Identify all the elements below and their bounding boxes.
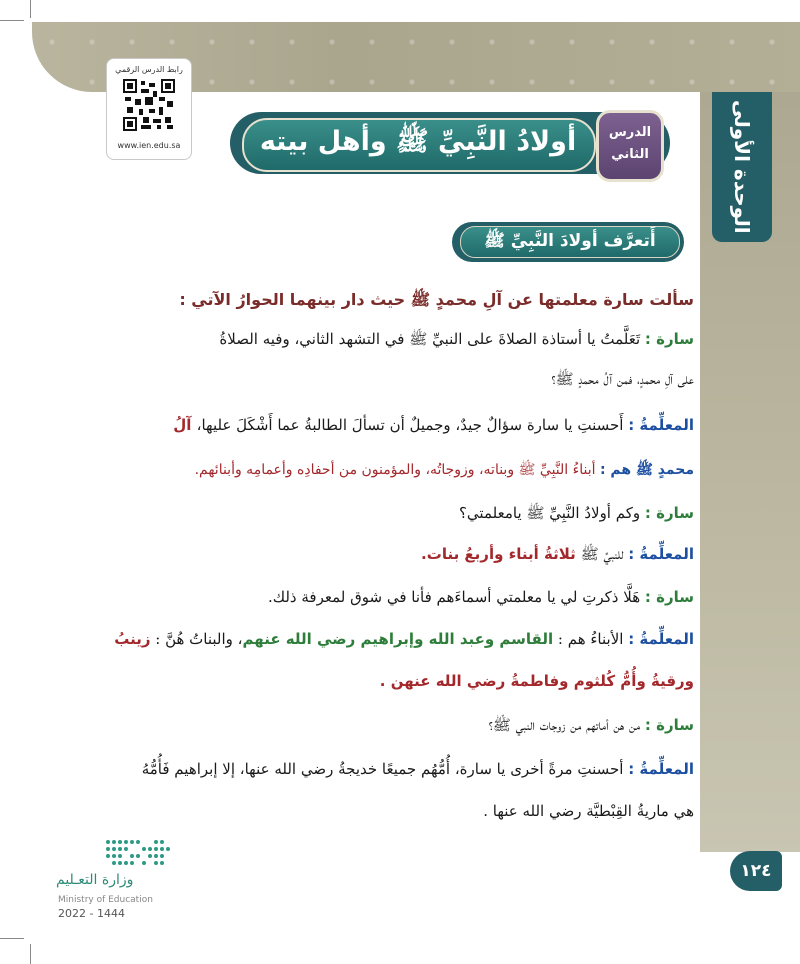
dialogue-line-2 (551, 370, 694, 392)
speaker-sara: سارة : (644, 588, 694, 606)
dialogue-line-8 (114, 630, 694, 648)
unit-tab (712, 92, 772, 242)
qr-url[interactable]: www.ien.edu.sa (117, 141, 181, 150)
dialogue-line-6 (421, 545, 694, 567)
ministry-name-english: Ministry of Education (58, 895, 153, 905)
qr-code-box[interactable] (106, 58, 192, 160)
dialogue-text: أحسنتِ مرةً أخرى يا سارة، أُمُّهُم جميعًا خديجةُ رضي الله عنها، إلا إبراهيم فَأُمُّهُ (141, 760, 629, 778)
dialogue-line-4 (195, 461, 694, 481)
dialogue-line-3 (173, 416, 694, 434)
dialogue-line-1 (219, 330, 694, 352)
dialogue-text: تَعَلَّمتُ يا أستاذة الصلاةَ على النبيِّ ﷺ في التشهد الثاني، وفيه الصلاةُ (219, 330, 645, 348)
crop-mark-top-left-v (30, 0, 31, 18)
dialogue-line-10 (489, 716, 694, 738)
lesson-badge-line1: الدرس (608, 125, 652, 140)
dialogue-line-12 (483, 802, 694, 820)
lesson-badge-line2: الثاني (611, 147, 649, 162)
crop-mark-bottom-left (0, 938, 24, 939)
dialogue-text: وكم أولادُ النَّبِيِّ ﷺ يامعلمتي؟ (458, 504, 645, 522)
ministry-name-arabic: وزارة التعـليم (56, 872, 134, 888)
dialogue-text: للنبيِّ ﷺ (575, 545, 629, 563)
speaker-teacher: المعلِّمةُ : (628, 760, 694, 778)
highlight-text: آلُ (173, 416, 197, 434)
speaker-teacher: المعلِّمةُ : (628, 545, 694, 563)
unit-tab-label: الوحدة الأولى (730, 100, 754, 234)
page-number: ١٢٤ (730, 851, 782, 891)
ministry-logo-icon (56, 836, 176, 872)
speaker-sara: سارة : (644, 716, 694, 734)
dialogue-text: هَلَّا ذكرتِ لي يا معلمتي أسماءَهم فأنا في شوق لمعرفة ذلك. (267, 588, 645, 606)
dialogue-text: على آلِ محمدٍ، فمن آلُ محمدٍ ﷺ؟ (551, 370, 694, 388)
qr-code-icon (123, 79, 175, 131)
lesson-title: أولادُ النَّبِيِّ ﷺ وأهل بيته (259, 126, 577, 157)
highlight-text: أبناءُ النَّبِيِّ ﷺ وبناته، وزوجاتُه، والمؤمنون من أحفادِه وأعمامِه وأبنائهم. (194, 462, 600, 478)
crop-mark-bottom-left-v (30, 944, 31, 964)
dialogue-text: ، والبناتُ هُنَّ : (150, 630, 243, 648)
intro-line: سألت سارة معلمتها عن آلِ محمدٍ ﷺ حيث دار بينهما الحوارُ الآتي : (179, 290, 694, 309)
lesson-badge (596, 110, 664, 182)
dialogue-line-5 (459, 504, 694, 526)
dialogue-text: أَحسنتِ يا سارة سؤالٌ جيدٌ، وجميلٌ أن تسألَ الطالبةُ عما أَشْكَلَ عليها، (196, 416, 629, 434)
highlight-text: زينبُ (114, 630, 151, 648)
dialogue-text: من هن أماتهم من زوجات النبي ﷺ؟ (488, 716, 645, 734)
ministry-year: 2022 - 1444 (58, 907, 125, 920)
speaker-sara: سارة : (644, 504, 694, 522)
speaker-teacher: المعلِّمةُ : (628, 630, 694, 648)
highlight-text: ورقيةُ وأُمُّ كُلثوم وفاطمةُ رضي الله عنهن . (379, 672, 694, 690)
section-heading: أَتعرَّف أولادَ النَّبِيِّ ﷺ (460, 226, 680, 258)
crop-mark-top-left (0, 20, 24, 21)
dialogue-line-11 (142, 760, 694, 778)
dialogue-line-7 (268, 588, 694, 606)
speaker-teacher: المعلِّمةُ : (628, 416, 694, 434)
dialogue-text: الأبناءُ هم : (553, 630, 629, 648)
highlight-text: محمدٍ ﷺ هم : (599, 462, 694, 478)
dialogue-line-9 (380, 672, 694, 690)
qr-label: رابط الدرس الرقمي (115, 65, 183, 74)
speaker-sara: سارة : (644, 330, 694, 348)
highlight-text: ثلاثةُ أبناء وأربعُ بنات. (421, 545, 576, 563)
highlight-text: القاسم وعبد الله وإبراهيم رضي الله عنهم (242, 630, 554, 648)
dialogue-text: هي ماريةُ القِبْطيَّة رضي الله عنها . (483, 802, 694, 820)
